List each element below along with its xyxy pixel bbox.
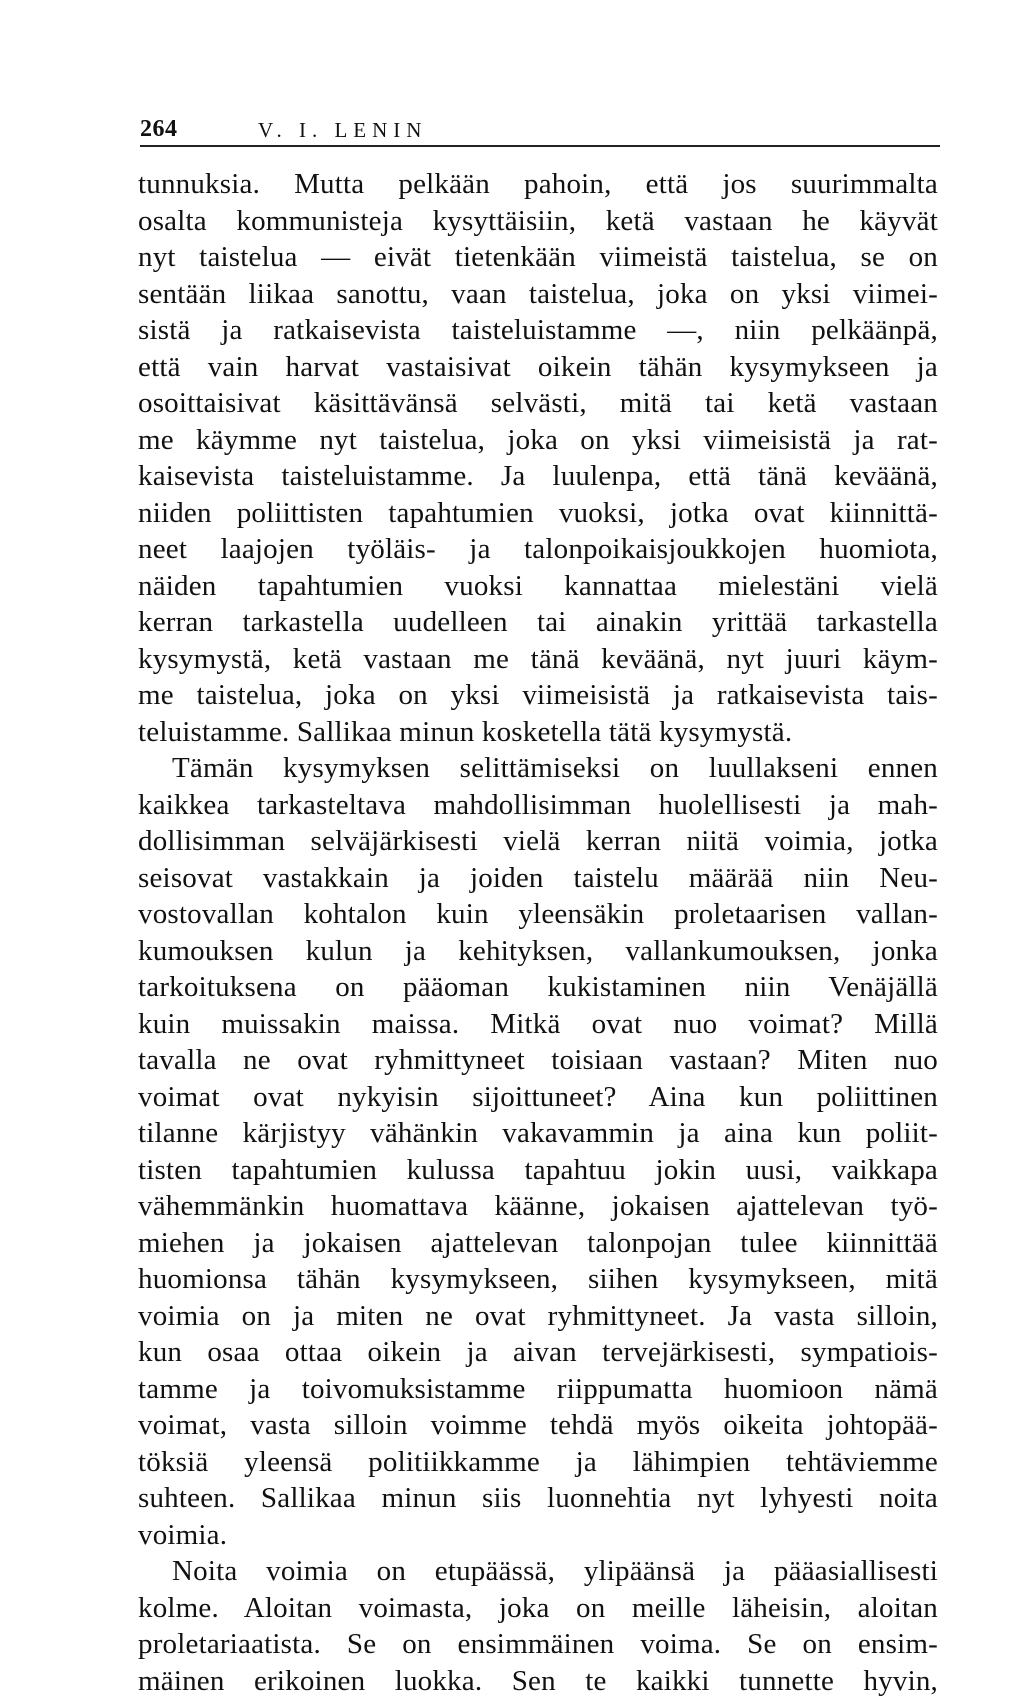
text-line: nyt taistelua — eivät tietenkään viimeistä taistelua, se on bbox=[138, 239, 938, 276]
text-line: tavalla ne ovat ryhmittyneet toisiaan vastaan? Miten nuo bbox=[138, 1042, 938, 1079]
text-line: kysymystä, ketä vastaan me tänä keväänä, nyt juuri käym- bbox=[138, 641, 938, 678]
text-line: proletariaatista. Se on ensimmäinen voima. Se on ensim- bbox=[138, 1626, 938, 1663]
text-line: niiden poliittisten tapahtumien vuoksi, jotka ovat kiinnittä- bbox=[138, 495, 938, 532]
text-line: osalta kommunisteja kysyttäisiin, ketä vastaan he käyvät bbox=[138, 203, 938, 240]
page-number: 264 bbox=[140, 116, 178, 143]
text-line: kaikkea tarkasteltava mahdollisimman huolellisesti ja mah- bbox=[138, 787, 938, 824]
text-line: voimia on ja miten ne ovat ryhmittyneet. Ja vasta silloin, bbox=[138, 1298, 938, 1335]
text-line: että vain harvat vastaisivat oikein tähän kysymykseen ja bbox=[138, 349, 938, 386]
text-line: töksiä yleensä politiikkamme ja lähimpien tehtäviemme bbox=[138, 1444, 938, 1481]
text-line: vähemmänkin huomattava käänne, jokaisen ajattelevan työ- bbox=[138, 1188, 938, 1225]
running-head: V. I. LENIN bbox=[258, 118, 427, 143]
text-line: tunnuksia. Mutta pelkään pahoin, että jos suurimmalta bbox=[138, 166, 938, 203]
text-line: tarkoituksena on pääoman kukistaminen niin Venäjällä bbox=[138, 969, 938, 1006]
text-line: vostovallan kohtalon kuin yleensäkin proletaarisen vallan- bbox=[138, 896, 938, 933]
text-line: kun osaa ottaa oikein ja aivan tervejärkisesti, sympatiois- bbox=[138, 1334, 938, 1371]
text-line: Tämän kysymyksen selittämiseksi on luullakseni ennen bbox=[138, 750, 938, 787]
text-line: teluistamme. Sallikaa minun kosketella tätä kysymystä. bbox=[138, 714, 938, 751]
text-line: mäinen erikoinen luokka. Sen te kaikki tunnette hyvin, bbox=[138, 1663, 938, 1699]
text-line: voimia. bbox=[138, 1517, 938, 1554]
text-line: seisovat vastakkain ja joiden taistelu määrää niin Neu- bbox=[138, 860, 938, 897]
text-line: kerran tarkastella uudelleen tai ainakin yrittää tarkastella bbox=[138, 604, 938, 641]
text-line: voimat ovat nykyisin sijoittuneet? Aina kun poliittinen bbox=[138, 1079, 938, 1116]
text-line: dollisimman selväjärkisesti vielä kerran niitä voimia, jotka bbox=[138, 823, 938, 860]
text-line: kaisevista taisteluistamme. Ja luulenpa, että tänä keväänä, bbox=[138, 458, 938, 495]
text-line: sistä ja ratkaisevista taisteluistamme —, niin pelkäänpä, bbox=[138, 312, 938, 349]
text-line: suhteen. Sallikaa minun siis luonnehtia nyt lyhyesti noita bbox=[138, 1480, 938, 1517]
text-line: Noita voimia on etupäässä, ylipäänsä ja pääasiallisesti bbox=[138, 1553, 938, 1590]
text-line: sentään liikaa sanottu, vaan taistelua, joka on yksi viimei- bbox=[138, 276, 938, 313]
text-line: kumouksen kulun ja kehityksen, vallankumouksen, jonka bbox=[138, 933, 938, 970]
text-line: kuin muissakin maissa. Mitkä ovat nuo voimat? Millä bbox=[138, 1006, 938, 1043]
text-line: osoittaisivat käsittävänsä selvästi, mitä tai ketä vastaan bbox=[138, 385, 938, 422]
text-line: näiden tapahtumien vuoksi kannattaa mielestäni vielä bbox=[138, 568, 938, 605]
text-line: me käymme nyt taistelua, joka on yksi viimeisistä ja rat- bbox=[138, 422, 938, 459]
body-text bbox=[138, 166, 938, 1699]
text-line: huomionsa tähän kysymykseen, siihen kysymykseen, mitä bbox=[138, 1261, 938, 1298]
text-line: neet laajojen työläis- ja talonpoikaisjoukkojen huomiota, bbox=[138, 531, 938, 568]
text-line: tilanne kärjistyy vähänkin vakavammin ja aina kun poliit- bbox=[138, 1115, 938, 1152]
text-line: miehen ja jokaisen ajattelevan talonpojan tulee kiinnittää bbox=[138, 1225, 938, 1262]
header-rule bbox=[140, 145, 940, 147]
text-line: tisten tapahtumien kulussa tapahtuu jokin uusi, vaikkapa bbox=[138, 1152, 938, 1189]
text-line: me taistelua, joka on yksi viimeisistä ja ratkaisevista tais- bbox=[138, 677, 938, 714]
text-line: kolme. Aloitan voimasta, joka on meille läheisin, aloitan bbox=[138, 1590, 938, 1627]
text-line: tamme ja toivomuksistamme riippumatta huomioon nämä bbox=[138, 1371, 938, 1408]
text-line: voimat, vasta silloin voimme tehdä myös oikeita johtopää- bbox=[138, 1407, 938, 1444]
page-header bbox=[140, 112, 940, 146]
